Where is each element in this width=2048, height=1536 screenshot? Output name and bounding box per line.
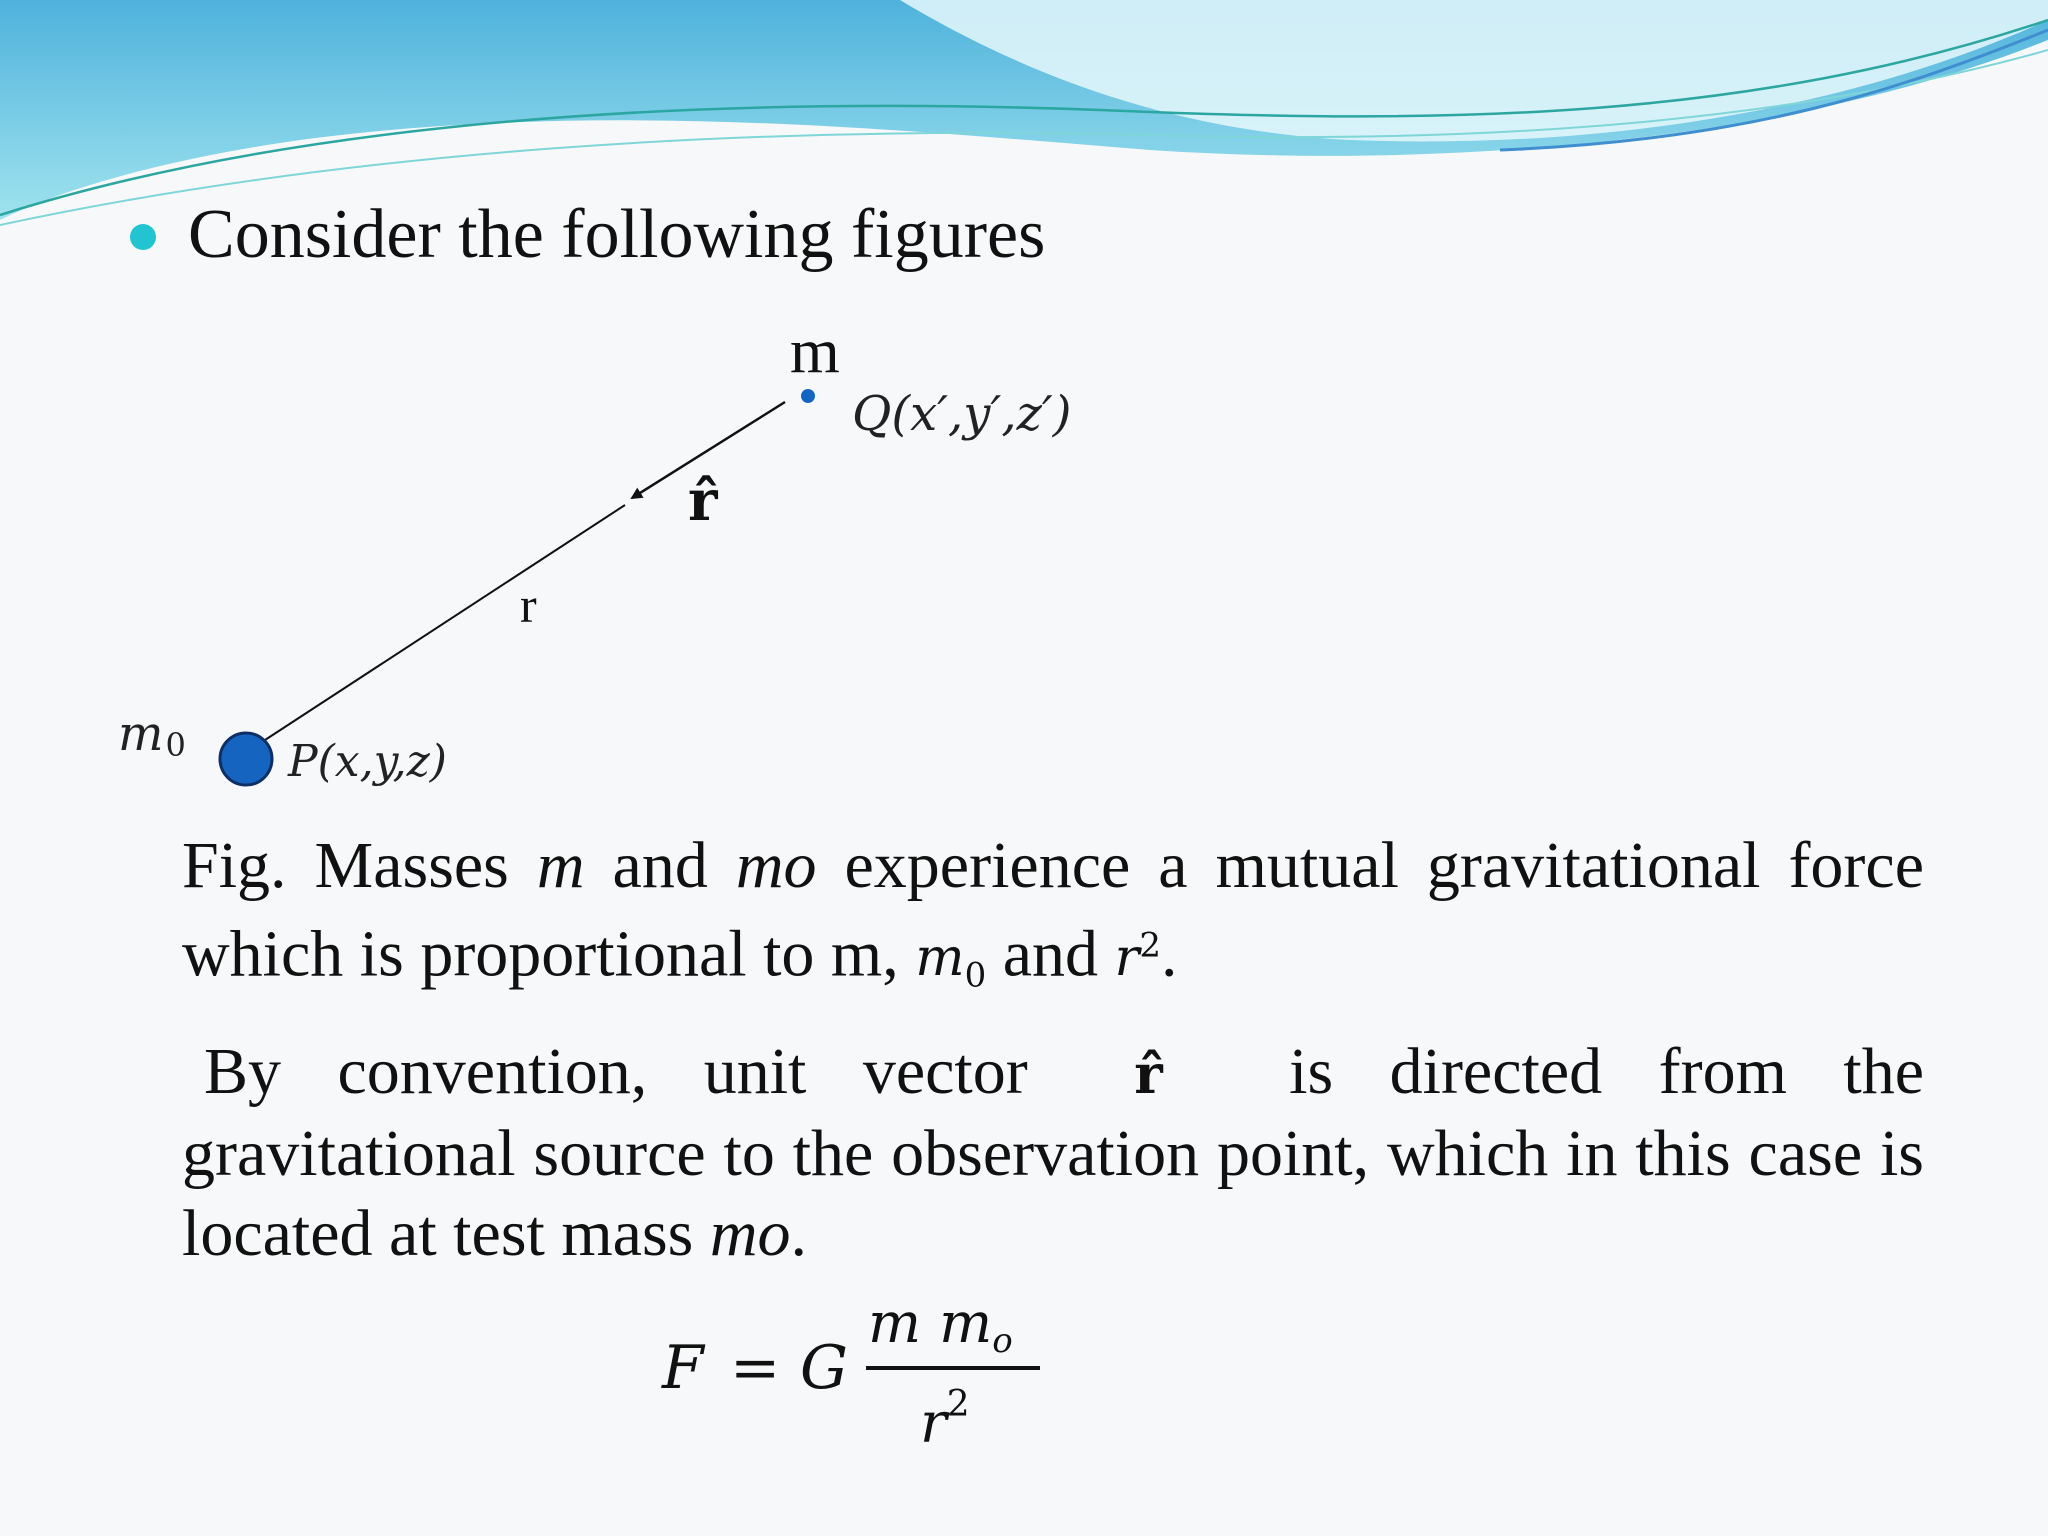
source-mass-dot: [801, 389, 815, 403]
distance-label: r: [520, 577, 537, 633]
formula-denominator: $r^2$: [920, 1384, 970, 1456]
caption-paragraph-2: [182, 1032, 1924, 1274]
bullet-text: Consider the following figures: [188, 196, 1046, 273]
formula-numerator: m mo: [868, 1291, 1013, 1361]
caption-text: .: [790, 1196, 808, 1270]
gravitation-formula: [650, 1282, 1070, 1462]
caption-unit-vector: r̂: [1134, 1041, 1163, 1106]
caption-text: and: [986, 917, 1115, 991]
distance-line: [265, 505, 625, 740]
caption-var-m0: $m_0$: [915, 928, 987, 996]
formula-equals: =: [730, 1333, 781, 1403]
caption-text: and: [584, 829, 736, 902]
caption-text: By convention, unit vector: [204, 1034, 1085, 1108]
test-mass-dot: [220, 733, 272, 785]
caption-text: .: [1161, 917, 1178, 991]
point-p-label: P(x,y,z): [288, 736, 447, 787]
unit-vector-label: r̂: [688, 468, 718, 534]
point-q-label: Q(x′,y′,z′): [852, 386, 1072, 442]
figure-caption: [182, 826, 1924, 1274]
caption-var-r2: $r^2$: [1114, 926, 1162, 989]
caption-text: experience a mutual gravitational force which is proportional to m,: [182, 829, 1924, 991]
mass-m0-label: m0: [118, 706, 186, 764]
caption-text: Fig. Masses: [182, 829, 537, 902]
formula-constant-g: G: [800, 1333, 848, 1403]
caption-text: is directed from the gravitational source to the observation point, which in this case is located at test mass: [182, 1034, 1924, 1270]
mass-m-label: m: [790, 315, 840, 386]
formula-lhs: F: [662, 1333, 704, 1403]
caption-var-mo: mo: [709, 1196, 791, 1270]
caption-var-m: m: [536, 829, 585, 902]
caption-paragraph-1: [182, 826, 1924, 1016]
caption-var-mo: mo: [735, 829, 817, 902]
